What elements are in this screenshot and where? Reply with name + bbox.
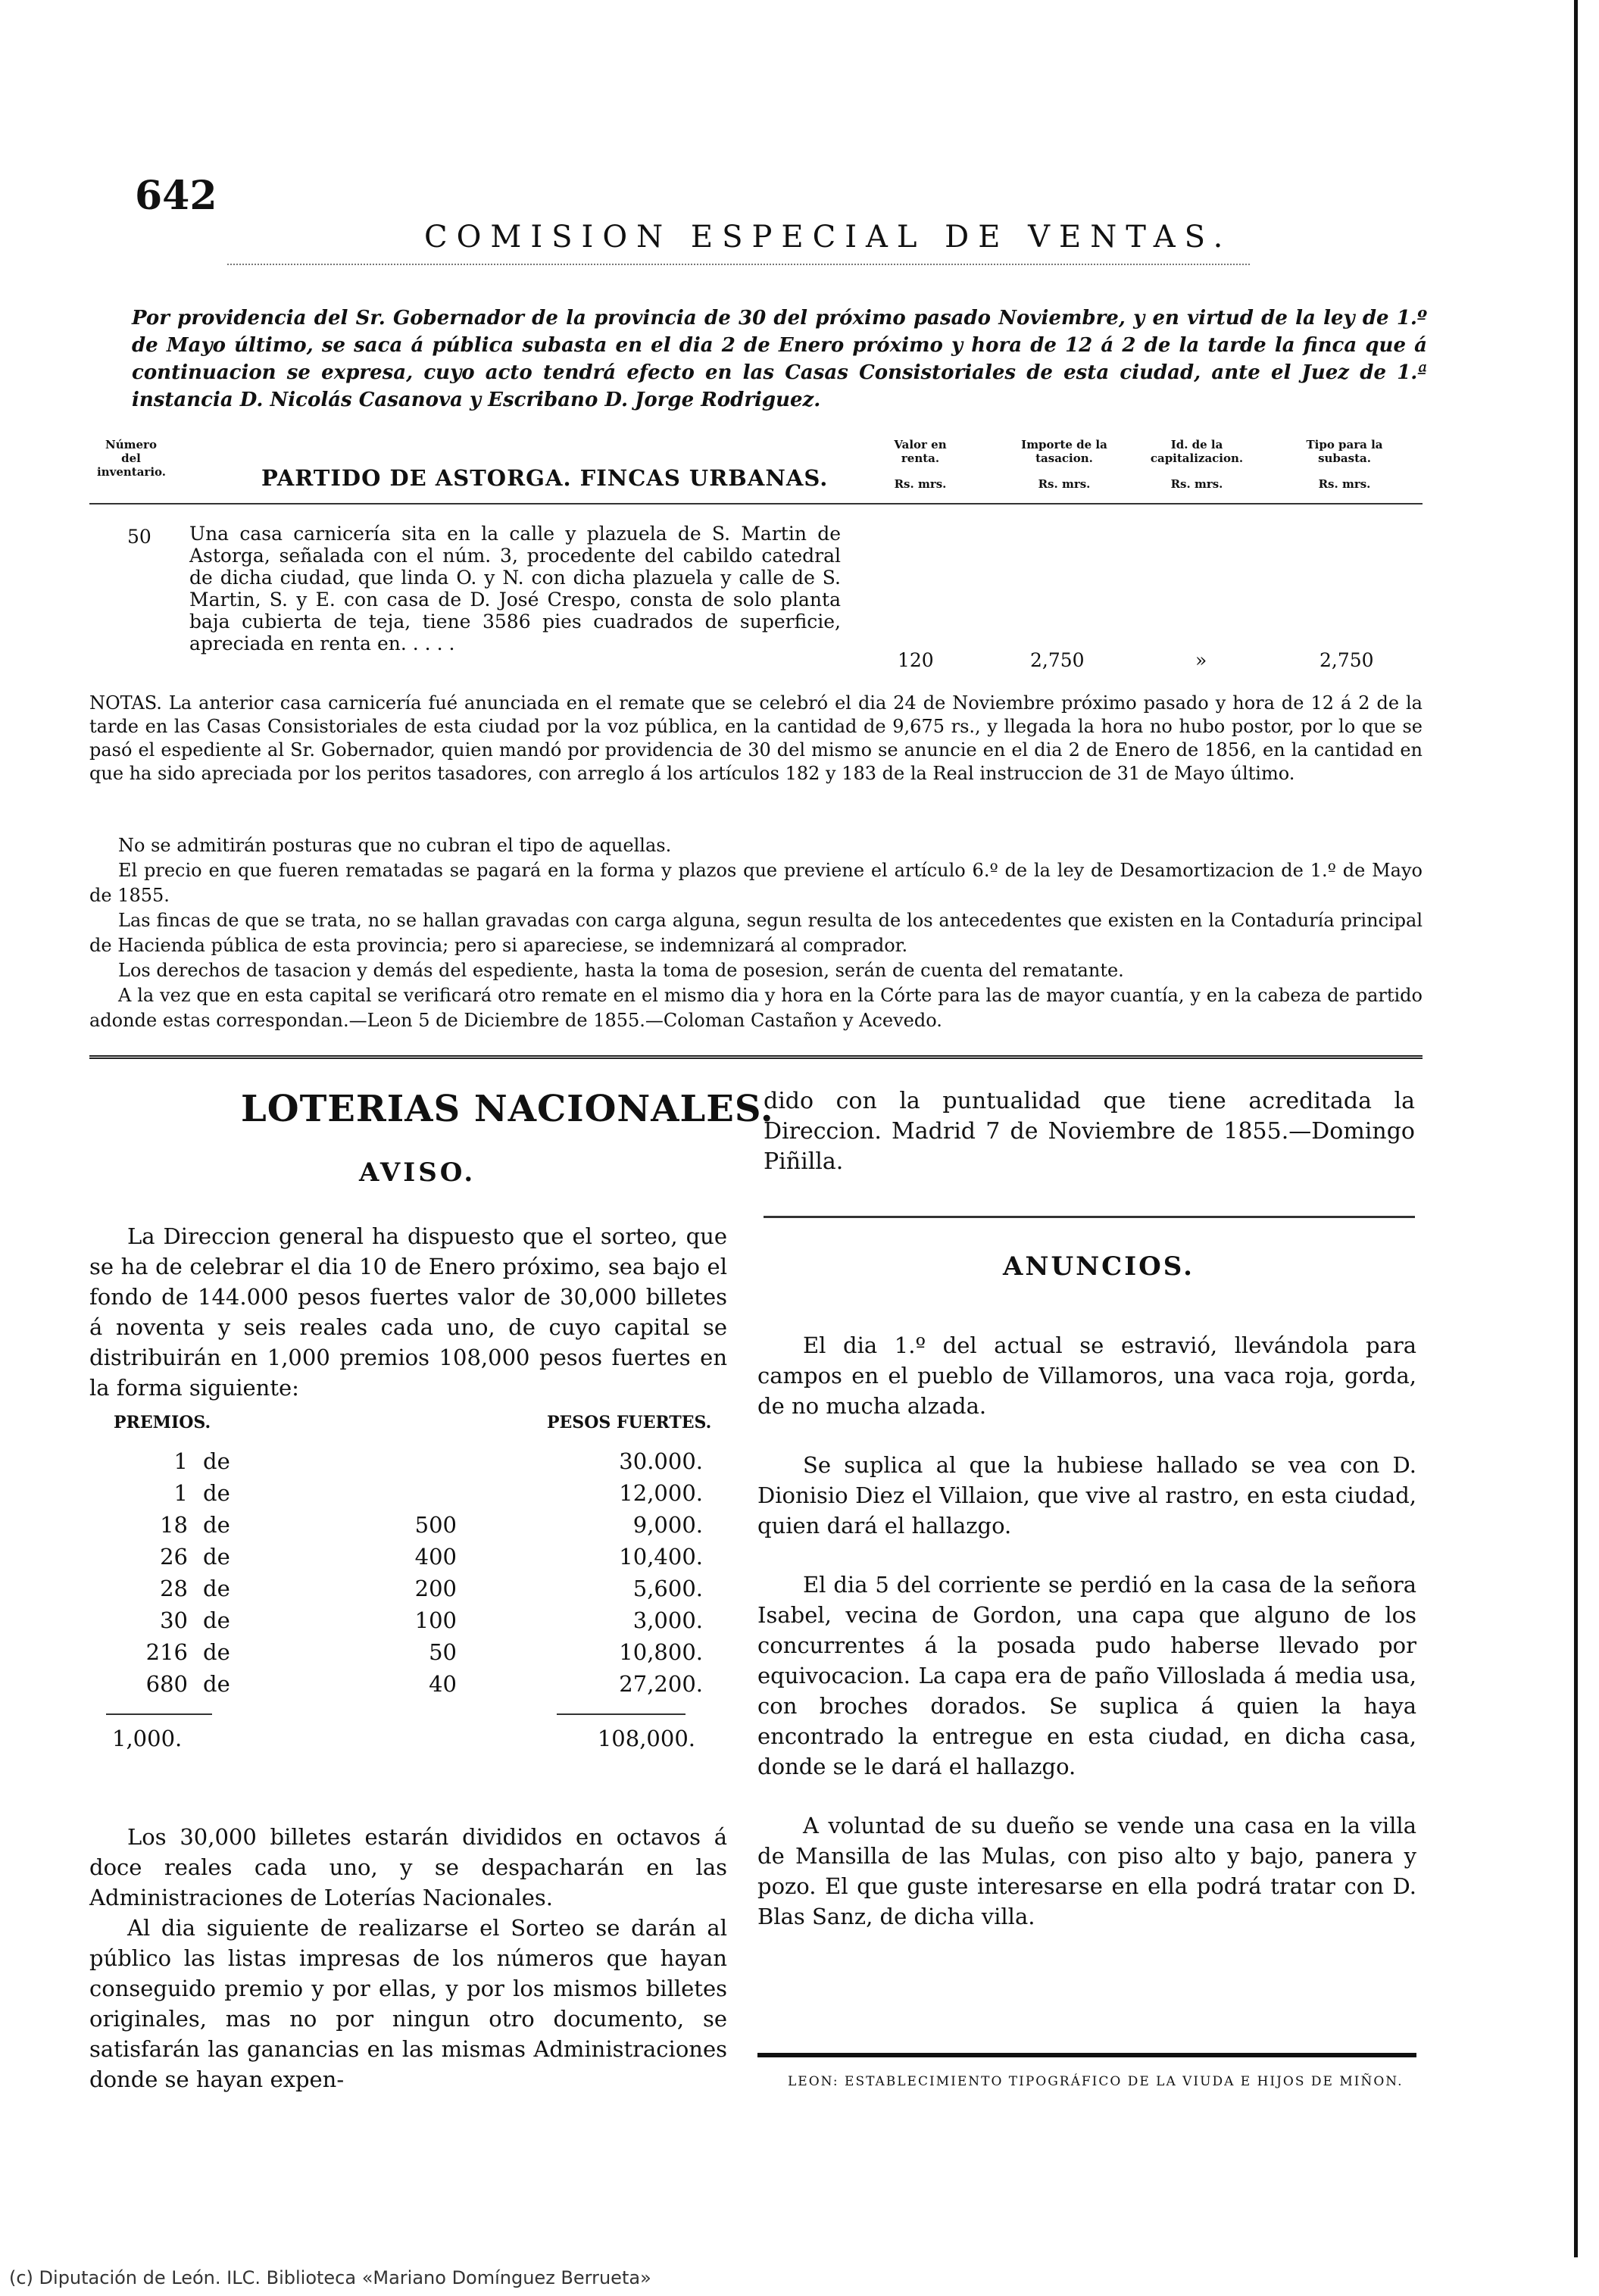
- prize-count: 680: [145, 1671, 188, 1697]
- prize-de: de: [203, 1448, 230, 1474]
- lottery-details: [89, 1822, 727, 2095]
- prize-unit: 500: [414, 1512, 457, 1538]
- prize-de: de: [203, 1512, 230, 1538]
- condition-1: No se admitirán posturas que no cubran el tipo de aquellas.: [118, 835, 672, 856]
- column-auction-units: Rs. mrs.: [1318, 477, 1371, 491]
- item-auction: 2,750: [1319, 649, 1374, 671]
- notes-paragraph: NOTAS. La anterior casa carnicería fué anunciada en el remate que se celebró el dia 24 de Noviembre próximo pasado y hora de 12 á 2 de la tarde en las Casas Consistoriales de esta ciudad por la voz pública, en la cantidad de 9,675 rs., y llegada la hora no hubo postor, por lo que se pasó el espediente al Sr. Gobernador, quien mandó por providencia de 30 del mismo se anuncie en el dia 2 de Enero de 1856, en la cantidad en que ha sido apreciada por los peritos tasadores, con arreglo á los artículos 182 y 183 de la Real instruccion de 31 de Mayo último.: [89, 692, 1423, 784]
- copyright-credit: (c) Diputación de León. ILC. Biblioteca «Mariano Domínguez Berrueta»: [9, 2267, 651, 2288]
- ad-paragraph: El dia 5 del corriente se perdió en la casa de la señora Isabel, vecina de Gordon, una capa que alguno de los concurrentes á la posada pudo haberse llevado por equivocacion. La capa era de paño Villoslada á media usa, con broches dorados. Se suplica á quien la haya encontrado la entregue en esta ciudad, en dicha casa, donde se le dará el hallazgo.: [757, 1572, 1416, 1779]
- prize-total: 27,200.: [619, 1671, 703, 1697]
- item-inventory-number: 50: [127, 526, 151, 548]
- ad-paragraph: Se suplica al que la hubiese hallado se vea con D. Dionisio Diez el Villaion, que vive al rastro, en esta ciudad, quien dará el hallazgo.: [757, 1452, 1416, 1538]
- prize-de: de: [203, 1671, 230, 1697]
- prize-count: 18: [160, 1512, 188, 1538]
- table-header-rule: [89, 503, 1423, 504]
- section-divider: [89, 1055, 1423, 1059]
- column-value: Valor en renta.: [894, 438, 947, 465]
- lottery-title: LOTERIAS NACIONALES.: [241, 1088, 774, 1130]
- prize-total: 10,400.: [619, 1544, 703, 1570]
- prize-total: 9,000.: [632, 1512, 703, 1538]
- prize-total: 10,800.: [619, 1639, 703, 1665]
- ads-list: [757, 1330, 1416, 1960]
- column-inventory: Número del inventario.: [97, 438, 166, 479]
- prize-count: 1: [173, 1480, 188, 1506]
- column-appraisal-units: Rs. mrs.: [1038, 477, 1091, 491]
- prize-de: de: [203, 1480, 230, 1506]
- total-count: 1,000.: [112, 1726, 183, 1751]
- conditions: [89, 833, 1423, 1033]
- lottery-body: La Direccion general ha dispuesto que el sorteo, que se ha de celebrar el dia 10 de Enero próximo, sea bajo el fondo de 144.000 pesos fuertes valor de 30,000 billetes á noventa y seis reales cada uno, de cuyo capital se distribuirán en 1,000 premios 108,000 pesos fuertes en la forma siguiente:: [89, 1223, 727, 1401]
- column-capitalization: Id. de la capitalizacion.: [1150, 438, 1244, 465]
- prize-de: de: [203, 1639, 230, 1665]
- total-rule-left: [106, 1713, 212, 1715]
- lottery-paragraph-2: Al dia siguiente de realizarse el Sorteo se darán al público las listas impresas de los números que hayan conseguido premio y por ellas, y por los mismos billetes originales, mas no por ningun otro documento, se satisfarán las ganancias en las mismas Administraciones donde se hayan expen-: [89, 1915, 727, 2092]
- intro-paragraph: Por providencia del Sr. Gobernador de la provincia de 30 del próximo pasado Noviembre, y en virtud de la ley de 1.º de Mayo último, se saca á pública subasta en el dia 2 de Enero próximo y hora de 12 á 2 de la tarde la finca que á continuacion se expresa, cuyo acto tendrá efecto en las Casas Consistoriales de esta ciudad, ante el Juez de 1.ª instancia D. Nicolás Casanova y Escribano D. Jorge Rodriguez.: [132, 307, 1427, 411]
- header-divider: [227, 264, 1250, 265]
- condition-4: Los derechos de tasacion y demás del espediente, hasta la toma de posesion, serán de cuenta del rematante.: [118, 960, 1124, 981]
- total-rule-right: [557, 1713, 686, 1715]
- item-appraisal: 2,750: [1030, 649, 1085, 671]
- section-header: COMISION ESPECIAL DE VENTAS.: [424, 220, 1232, 255]
- section-title: PARTIDO DE ASTORGA. FINCAS URBANAS.: [261, 465, 829, 491]
- table-row: [89, 1512, 727, 1544]
- prize-de: de: [203, 1544, 230, 1570]
- prize-de: de: [203, 1576, 230, 1601]
- prize-total: 30.000.: [619, 1448, 703, 1474]
- printer-imprint: LEON: ESTABLECIMIENTO TIPOGRÁFICO DE LA VIUDA E HIJOS DE MIÑON.: [788, 2074, 1404, 2089]
- prize-count: 26: [160, 1544, 188, 1570]
- column-appraisal: Importe de la tasacion.: [1021, 438, 1107, 465]
- table-row: [89, 1639, 727, 1671]
- table-row: [89, 1607, 727, 1639]
- prize-unit: 200: [414, 1576, 457, 1601]
- prize-total: 3,000.: [632, 1607, 703, 1633]
- table-row: [89, 1544, 727, 1576]
- column-auction: Tipo para la subasta.: [1306, 438, 1383, 465]
- ad-paragraph: A voluntad de su dueño se vende una casa en la villa de Mansilla de las Mulas, con piso alto y bajo, panera y pozo. El que guste interesarse en ella podrá tratar con D. Blas Sanz, de dicha villa.: [757, 1813, 1416, 1929]
- prize-count: 30: [160, 1607, 188, 1633]
- lottery-subtitle: AVISO.: [359, 1157, 476, 1188]
- condition-5: A la vez que en esta capital se verificará otro remate en el mismo dia y hora en la Córte para las de mayor cuantía, y en la cabeza de partido adonde estas correspondan.—Leon 5 de Diciembre de 1855.—Coloman Castañon y Acevedo.: [89, 985, 1423, 1031]
- lottery-paragraph-1: Los 30,000 billetes estarán divididos en octavos á doce reales cada uno, y se despacharán en las Administraciones de Loterías Nacionales.: [89, 1824, 727, 1910]
- pesos-header: PESOS FUERTES.: [547, 1413, 712, 1432]
- page-number: 642: [135, 173, 217, 219]
- column-value-units: Rs. mrs.: [894, 477, 947, 491]
- page-edge-rule: [1574, 0, 1578, 2257]
- table-row: [89, 1576, 727, 1607]
- ad-paragraph: El dia 1.º del actual se estravió, llevándola para campos en el pueblo de Villamoros, una vaca roja, gorda, de no mucha alzada.: [757, 1332, 1416, 1419]
- total-pesos: 108,000.: [597, 1726, 695, 1751]
- prize-unit: 50: [429, 1639, 457, 1665]
- prize-unit: 400: [414, 1544, 457, 1570]
- item-description: Una casa carnicería sita en la calle y plazuela de S. Martin de Astorga, señalada con el núm. 3, procedente del cabildo catedral de dicha ciudad, que linda O. y N. con dicha plazuela y calle de S. Martin, S. y E. con casa de D. José Crespo, consta de solo planta baja cubierta de teja, tiene 3586 pies cuadrados de superficie, apreciada en renta en. . . . .: [189, 523, 841, 654]
- table-row: [89, 1480, 727, 1512]
- prize-de: de: [203, 1607, 230, 1633]
- table-row: [89, 1448, 727, 1480]
- anuncios-top-rule: [764, 1216, 1415, 1218]
- prize-table: [89, 1448, 727, 1703]
- column-capitalization-units: Rs. mrs.: [1170, 477, 1223, 491]
- anuncios-title: ANUNCIOS.: [1003, 1251, 1195, 1282]
- footer-rule: [757, 2053, 1416, 2057]
- item-capitalization: »: [1195, 649, 1207, 671]
- prize-unit: 100: [414, 1607, 457, 1633]
- condition-2: El precio en que fueren rematadas se pagará en la forma y plazos que previene el artículo 6.º de la ley de Desamortizacion de 1.º de Mayo de 1855.: [89, 860, 1423, 906]
- table-row: [89, 1671, 727, 1703]
- prize-header: PREMIOS.: [114, 1413, 211, 1432]
- prize-count: 216: [145, 1639, 188, 1665]
- lottery-continuation: dido con la puntualidad que tiene acreditada la Direccion. Madrid 7 de Noviembre de 1855.—Domingo Piñilla.: [764, 1088, 1415, 1175]
- condition-3: Las fincas de que se trata, no se hallan gravadas con carga alguna, segun resulta de los antecedentes que existen en la Contaduría principal de Hacienda pública de esta provincia; pero si apareciese, se indemnizará al comprador.: [89, 910, 1423, 956]
- prize-total: 5,600.: [632, 1576, 703, 1601]
- prize-count: 1: [173, 1448, 188, 1474]
- prize-total: 12,000.: [619, 1480, 703, 1506]
- prize-count: 28: [160, 1576, 188, 1601]
- item-rent: 120: [898, 649, 934, 671]
- prize-unit: 40: [429, 1671, 457, 1697]
